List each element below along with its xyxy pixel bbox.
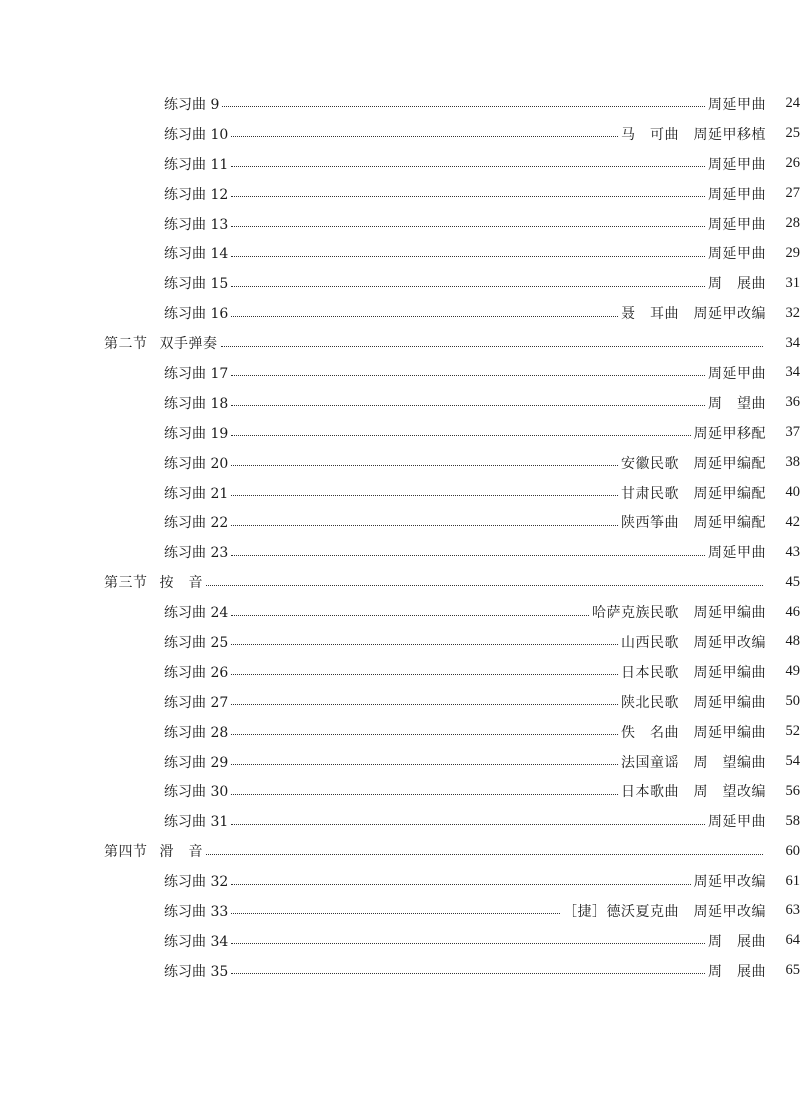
toc-entry-row xyxy=(0,866,800,896)
entry-title: 练习曲 11 xyxy=(164,156,229,173)
toc-entry-row xyxy=(0,597,800,627)
page-number: 58 xyxy=(785,812,800,829)
entry-credit: 周 展曲 xyxy=(708,276,766,293)
dot-leader xyxy=(231,794,618,795)
toc-entry-row xyxy=(0,627,800,657)
toc-entry-row xyxy=(0,238,800,268)
dot-leader xyxy=(231,405,705,406)
dot-leader xyxy=(231,136,618,137)
page-number: 34 xyxy=(785,364,800,381)
entry-title: 练习曲 25 xyxy=(164,634,229,651)
dot-leader xyxy=(206,585,763,586)
entry-title: 练习曲 29 xyxy=(164,754,229,771)
entry-title: 练习曲 30 xyxy=(164,784,229,801)
toc-entry-row xyxy=(0,657,800,687)
entry-title: 练习曲 17 xyxy=(164,365,229,382)
entry-title: 练习曲 32 xyxy=(164,874,229,891)
dot-leader xyxy=(231,286,705,287)
dot-leader xyxy=(231,525,618,526)
page-number: 32 xyxy=(785,304,800,321)
page-number: 40 xyxy=(785,484,800,501)
dot-leader xyxy=(231,316,618,317)
dot-leader xyxy=(222,106,705,107)
entry-title: 练习曲 34 xyxy=(164,933,229,950)
entry-title: 练习曲 20 xyxy=(164,455,229,472)
toc-entry-row xyxy=(0,268,800,298)
toc-entry-row xyxy=(0,896,800,926)
entry-title: 练习曲 24 xyxy=(164,605,229,622)
dot-leader xyxy=(231,913,560,914)
entry-title: 练习曲 15 xyxy=(164,276,229,293)
dot-leader xyxy=(231,943,705,944)
entry-title: 练习曲 9 xyxy=(164,96,220,113)
dot-leader xyxy=(231,555,705,556)
entry-credit: ［捷］德沃夏克曲 周延甲改编 xyxy=(563,903,766,920)
toc-section-row xyxy=(0,567,800,597)
toc-entry-row xyxy=(0,926,800,956)
dot-leader xyxy=(231,973,705,974)
page-number: 36 xyxy=(785,394,800,411)
entry-credit: 安徽民歌 周延甲编配 xyxy=(621,455,766,472)
entry-credit: 周延甲曲 xyxy=(708,216,766,233)
page-number: 26 xyxy=(785,155,800,172)
entry-title: 练习曲 27 xyxy=(164,694,229,711)
toc-section-row xyxy=(0,328,800,358)
dot-leader xyxy=(231,764,618,765)
toc-entry-row xyxy=(0,747,800,777)
entry-title: 练习曲 19 xyxy=(164,425,229,442)
toc-entry-row xyxy=(0,956,800,986)
entry-title: 练习曲 13 xyxy=(164,216,229,233)
entry-credit: 陕西筝曲 周延甲编配 xyxy=(621,515,766,532)
dot-leader xyxy=(231,644,618,645)
dot-leader xyxy=(231,166,705,167)
page-number: 63 xyxy=(785,902,800,919)
entry-title: 练习曲 33 xyxy=(164,903,229,920)
page-number: 24 xyxy=(785,95,800,112)
page-number: 54 xyxy=(785,753,800,770)
dot-leader xyxy=(231,734,618,735)
toc-entry-row xyxy=(0,448,800,478)
section-title: 滑 音 xyxy=(159,844,203,861)
dot-leader xyxy=(231,226,705,227)
dot-leader xyxy=(206,854,763,855)
entry-title: 练习曲 21 xyxy=(164,485,229,502)
entry-title: 练习曲 23 xyxy=(164,545,229,562)
entry-title: 练习曲 28 xyxy=(164,724,229,741)
entry-title: 练习曲 14 xyxy=(164,246,229,263)
toc-entry-row xyxy=(0,478,800,508)
entry-credit: 周延甲曲 xyxy=(708,186,766,203)
page-number: 27 xyxy=(785,185,800,202)
page-number: 48 xyxy=(785,633,800,650)
entry-title: 练习曲 22 xyxy=(164,515,229,532)
dot-leader xyxy=(231,375,705,376)
toc-entry-row xyxy=(0,149,800,179)
dot-leader xyxy=(231,465,618,466)
dot-leader xyxy=(231,256,705,257)
page-number: 64 xyxy=(785,932,800,949)
section-heading xyxy=(104,841,203,861)
dot-leader xyxy=(231,884,690,885)
toc-entry-row xyxy=(0,119,800,149)
dot-leader xyxy=(231,674,618,675)
dot-leader xyxy=(231,435,690,436)
entry-title: 练习曲 31 xyxy=(164,814,229,831)
toc-entry-row xyxy=(0,507,800,537)
toc-entry-row xyxy=(0,418,800,448)
section-heading xyxy=(104,333,218,353)
entry-credit: 周延甲曲 xyxy=(708,156,766,173)
dot-leader xyxy=(231,704,618,705)
page-number: 37 xyxy=(785,424,800,441)
entry-credit: 甘肃民歌 周延甲编配 xyxy=(621,485,766,502)
table-of-contents xyxy=(0,89,800,986)
section-number: 第四节 xyxy=(104,844,148,861)
entry-credit: 周 望曲 xyxy=(708,395,766,412)
page-number: 28 xyxy=(785,215,800,231)
toc-entry-row xyxy=(0,687,800,717)
entry-credit: 周延甲曲 xyxy=(708,246,766,263)
toc-entry-row xyxy=(0,209,800,239)
entry-credit: 周延甲改编 xyxy=(693,874,766,891)
page-number: 34 xyxy=(785,334,800,351)
page-number: 31 xyxy=(785,274,800,291)
entry-credit: 陕北民歌 周延甲编曲 xyxy=(621,694,766,711)
entry-title: 练习曲 26 xyxy=(164,664,229,681)
entry-credit: 周延甲曲 xyxy=(708,814,766,831)
entry-credit: 佚 名曲 周延甲编曲 xyxy=(621,724,766,741)
entry-credit: 周延甲移配 xyxy=(693,425,766,442)
page-number: 52 xyxy=(785,723,800,740)
entry-credit: 哈萨克族民歌 周延甲编曲 xyxy=(592,605,766,622)
toc-entry-row xyxy=(0,179,800,209)
page-number: 60 xyxy=(785,842,800,859)
page-number: 49 xyxy=(785,663,800,680)
page-number: 61 xyxy=(785,872,800,889)
page-number: 56 xyxy=(785,782,800,799)
entry-credit: 日本民歌 周延甲编曲 xyxy=(621,664,766,681)
entry-credit: 周 展曲 xyxy=(708,933,766,950)
page-number: 65 xyxy=(785,962,800,979)
dot-leader xyxy=(221,346,764,347)
page-number: 45 xyxy=(785,573,800,590)
entry-credit: 周 展曲 xyxy=(708,963,766,980)
page-number: 42 xyxy=(785,513,800,530)
section-title: 双手弹奏 xyxy=(159,336,218,353)
page-number: 50 xyxy=(785,693,800,710)
toc-entry-row xyxy=(0,717,800,747)
entry-credit: 周延甲曲 xyxy=(708,365,766,382)
dot-leader xyxy=(231,615,589,616)
page-number: 38 xyxy=(785,454,800,471)
toc-entry-row xyxy=(0,388,800,418)
entry-title: 练习曲 16 xyxy=(164,306,229,323)
toc-section-row xyxy=(0,836,800,866)
toc-entry-row xyxy=(0,89,800,119)
dot-leader xyxy=(231,196,705,197)
entry-credit: 聂 耳曲 周延甲改编 xyxy=(621,306,766,323)
section-title: 按 音 xyxy=(159,575,203,592)
section-number: 第二节 xyxy=(104,336,148,353)
entry-title: 练习曲 12 xyxy=(164,186,229,203)
section-heading xyxy=(104,572,203,592)
toc-entry-row xyxy=(0,358,800,388)
entry-title: 练习曲 10 xyxy=(164,126,229,143)
page-number: 29 xyxy=(785,244,800,261)
dot-leader xyxy=(231,495,618,496)
entry-credit: 周延甲曲 xyxy=(708,96,766,113)
page-number: 43 xyxy=(785,543,800,560)
toc-entry-row xyxy=(0,806,800,836)
entry-credit: 日本歌曲 周 望改编 xyxy=(621,784,766,801)
toc-entry-row xyxy=(0,298,800,328)
entry-credit: 马 可曲 周延甲移植 xyxy=(621,126,766,143)
toc-entry-row xyxy=(0,776,800,806)
entry-title: 练习曲 35 xyxy=(164,963,229,980)
entry-credit: 法国童谣 周 望编曲 xyxy=(621,754,766,771)
page-number: 46 xyxy=(785,603,800,620)
entry-credit: 山西民歌 周延甲改编 xyxy=(621,634,766,651)
page-number: 25 xyxy=(785,125,800,142)
entry-title: 练习曲 18 xyxy=(164,395,229,412)
section-number: 第三节 xyxy=(104,575,148,592)
dot-leader xyxy=(231,824,705,825)
toc-entry-row xyxy=(0,537,800,567)
entry-credit: 周延甲曲 xyxy=(708,545,766,562)
